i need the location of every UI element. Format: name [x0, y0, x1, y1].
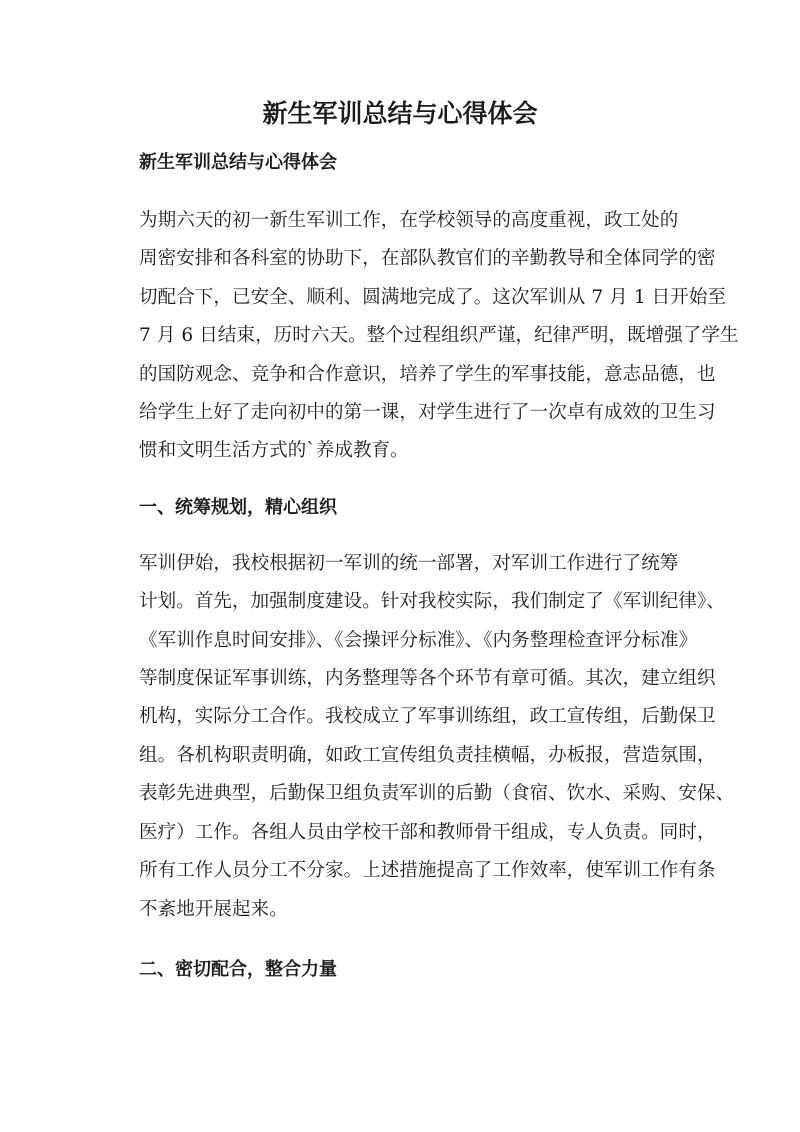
paragraph-line: 所有工作人员分工不分家。上述措施提高了工作效率，使军训工作有条	[139, 860, 716, 882]
document-body	[102, 148, 739, 985]
paragraph-line: 《军训作息时间安排》、《会操评分标准》、《内务整理检查评分标准》	[139, 629, 698, 651]
paragraph-line: 组。各机构职责明确，如政工宣传组负责挂横幅，办板报，营造氛围，	[139, 744, 716, 766]
paragraph-line: 给学生上好了走向初中的第一课，对学生进行了一次卓有成效的卫生习	[139, 402, 716, 424]
document-subtitle: 新生军训总结与心得体会	[139, 152, 337, 173]
paragraph-line: 表彰先进典型，后勤保卫组负责军训的后勤（食宿、饮水、采购、安保、	[139, 783, 735, 805]
paragraph-line: 周密安排和各科室的协助下，在部队教官们的辛勤教导和全体同学的密	[139, 248, 716, 270]
paragraph-line: 计划。首先，加强制度建设。针对我校实际，我们制定了《军训纪律》、	[139, 591, 725, 613]
paragraph-line: 惯和文明生活方式的`养成教育。	[139, 440, 409, 462]
section-heading-2: 二、密切配合，整合力量	[139, 958, 337, 980]
section-heading-1: 一、统筹规划，精心组织	[139, 496, 337, 518]
paragraph-line: 切配合下，已安全、顺利、圆满地完成了。这次军训从 7 月 1 日开始至	[139, 286, 727, 308]
paragraph-line: 的国防观念、竞争和合作意识，培养了学生的军事技能，意志品德，也	[139, 363, 716, 385]
paragraph-line: 7 月 6 日结束，历时六天。整个过程组织严谨，纪律严明，既增强了学生	[139, 325, 739, 347]
paragraph-line: 不紊地开展起来。	[139, 898, 288, 920]
document-title: 新生军训总结与心得体会	[262, 99, 538, 128]
paragraph-intro	[102, 202, 739, 471]
paragraph-line: 为期六天的初一新生军训工作，在学校领导的高度重视，政工处的	[139, 210, 679, 231]
paragraph-line: 军训伊始，我校根据初一军训的统一部署，对军训工作进行了统筹	[139, 552, 679, 574]
paragraph-line: 等制度保证军事训练，内务整理等各个环节有章可循。其次，建立组织	[139, 668, 716, 690]
paragraph-line: 机构，实际分工合作。我校成立了军事训练组，政工宣传组，后勤保卫	[139, 706, 716, 728]
paragraph-section-1	[102, 545, 735, 929]
paragraph-line: 医疗）工作。各组人员由学校干部和教师骨干组成，专人负责。同时，	[139, 821, 716, 843]
